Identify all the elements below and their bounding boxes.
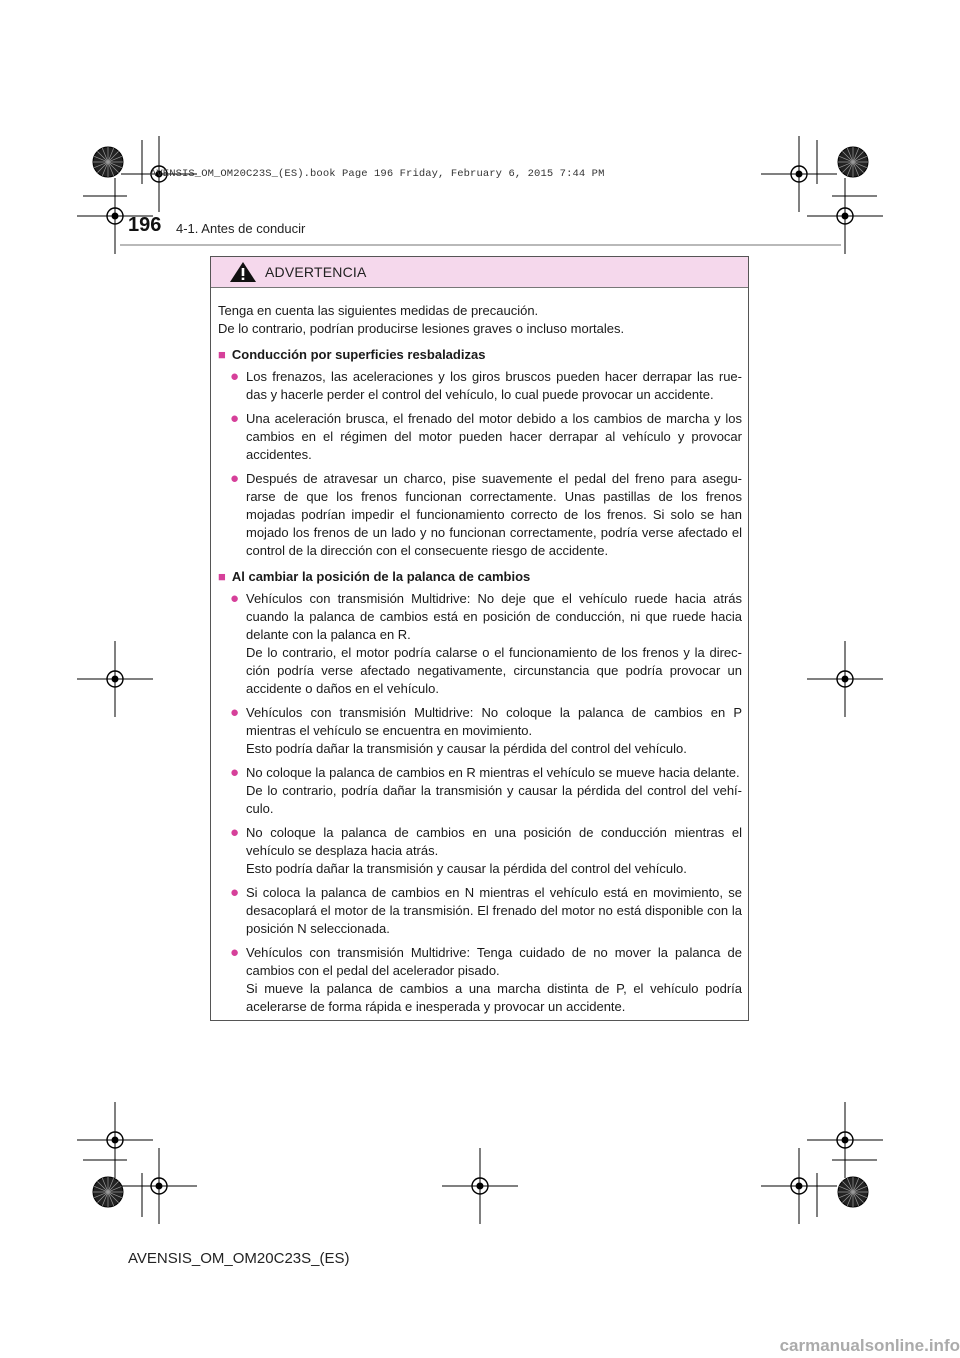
registration-mark bbox=[761, 136, 837, 212]
header-rule bbox=[120, 244, 841, 246]
subsection-heading bbox=[218, 568, 742, 586]
page-number: 196 bbox=[128, 214, 162, 236]
registration-mark bbox=[807, 1102, 883, 1178]
bullet-paragraph: Una aceleración brusca, el frenado del motor debido a los cambios de marcha y los cambios en el régimen del motor pueden hacer derrapar al vehículo y provocar accidentes. bbox=[246, 411, 742, 462]
bullet-paragraph: Esto podría dañar la transmisión y causar la pérdida del control del vehículo. bbox=[246, 741, 687, 756]
section-title: 4-1. Antes de conducir bbox=[176, 221, 306, 236]
bullet-text bbox=[246, 704, 742, 758]
bullet-text bbox=[246, 884, 742, 938]
warning-body bbox=[211, 288, 748, 1016]
bullet-text bbox=[246, 590, 742, 698]
bullet-paragraph: De lo contrario, el motor podría calarse o el funcionamiento de los frenos y la direc-ción podría verse afectado negativamente, circunstancia que podría provocar un accidente o daños en el vehículo. bbox=[246, 645, 742, 696]
warning-box bbox=[210, 256, 749, 1021]
round-bullet-icon: ● bbox=[230, 704, 240, 721]
intro-line: Tenga en cuenta las siguientes medidas de precaución. bbox=[218, 303, 539, 318]
registration-mark bbox=[807, 178, 883, 254]
bullet-item bbox=[230, 470, 742, 560]
footer-code: AVENSIS_OM_OM20C23S_(ES) bbox=[128, 1250, 350, 1267]
bullet-paragraph: De lo contrario, podría dañar la transmisión y causar la pérdida del control del vehí-culo. bbox=[246, 783, 742, 816]
round-bullet-icon: ● bbox=[230, 764, 240, 781]
round-bullet-icon: ● bbox=[230, 590, 240, 607]
bullet-item bbox=[230, 368, 742, 404]
color-target-bottom-right bbox=[838, 1177, 868, 1207]
bullet-item bbox=[230, 410, 742, 464]
round-bullet-icon: ● bbox=[230, 824, 240, 841]
color-target-bottom-left bbox=[93, 1177, 123, 1207]
color-target-top-right bbox=[838, 147, 868, 177]
bullet-paragraph: Vehículos con transmisión Multidrive: No deje que el vehículo ruede hacia atrás cuando la palanca de cambios está en posición de conducción, ni que ruede hacia delante con la palanca en R. bbox=[246, 591, 742, 642]
bullet-item bbox=[230, 944, 742, 1016]
bullet-text bbox=[246, 824, 742, 878]
square-bullet-icon: ■ bbox=[218, 347, 226, 362]
warning-title: ADVERTENCIA bbox=[265, 264, 367, 280]
registration-mark bbox=[121, 1148, 197, 1224]
subsection-heading-text: Al cambiar la posición de la palanca de cambios bbox=[231, 569, 531, 584]
bullet-paragraph: No coloque la palanca de cambios en R mientras el vehículo se mueve hacia delante. bbox=[246, 765, 740, 780]
bullet-text bbox=[246, 944, 742, 1016]
bullet-paragraph: Esto podría dañar la transmisión y causar la pérdida del control del vehículo. bbox=[246, 861, 687, 876]
registration-mark bbox=[442, 1148, 518, 1224]
bullet-text bbox=[246, 368, 742, 404]
round-bullet-icon: ● bbox=[230, 410, 240, 427]
round-bullet-icon: ● bbox=[230, 368, 240, 385]
square-bullet-icon: ■ bbox=[218, 569, 226, 584]
round-bullet-icon: ● bbox=[230, 884, 240, 901]
bullet-paragraph: Vehículos con transmisión Multidrive: Tenga cuidado de no mover la palanca de cambios con el pedal del acelerador pisado. bbox=[246, 945, 742, 978]
color-target-top-left bbox=[93, 147, 123, 177]
bullet-paragraph: No coloque la palanca de cambios en una posición de conducción mientras el vehículo se desplaza hacia atrás. bbox=[246, 825, 742, 858]
bullet-text bbox=[246, 470, 742, 560]
bullet-paragraph: Después de atravesar un charco, pise suavemente el pedal del freno para asegu-rarse de que los frenos funcionan correctamente. Unas pastillas de los frenos mojadas podrían impedir el funcionamiento correcto de los frenos. Si solo se han mojado los frenos de un lado y no funcionan correctamente, podría verse afectado el control de la dirección con el consecuente riesgo de accidente. bbox=[246, 471, 742, 558]
bullet-paragraph: Vehículos con transmisión Multidrive: No coloque la palanca de cambios en P mientras el vehículo se encuentra en movimiento. bbox=[246, 705, 742, 738]
registration-mark bbox=[77, 641, 153, 717]
intro-line: De lo contrario, podrían producirse lesiones graves o incluso mortales. bbox=[218, 321, 625, 336]
subsection-heading-text: Conducción por superficies resbaladizas bbox=[231, 347, 486, 362]
round-bullet-icon: ● bbox=[230, 944, 240, 961]
bullet-item bbox=[230, 884, 742, 938]
bullet-paragraph: Los frenazos, las aceleraciones y los giros bruscos pueden hacer derrapar las rue-das y hacerle perder el control del vehículo, lo cual puede provocar un accidente. bbox=[246, 369, 742, 402]
book-info: AVENSIS_OM_OM20C23S_(ES).book Page 196 Friday, February 6, 2015 7:44 PM bbox=[150, 168, 605, 180]
bullet-paragraph: Si mueve la palanca de cambios a una marcha distinta de P, el vehículo podría acelerarse de forma rápida e inesperada y provocar un accidente. bbox=[246, 981, 742, 1014]
round-bullet-icon: ● bbox=[230, 470, 240, 487]
subsection-heading bbox=[218, 346, 742, 364]
warning-header bbox=[211, 257, 748, 288]
bullet-item bbox=[230, 764, 742, 818]
bullet-item bbox=[230, 704, 742, 758]
bullet-item bbox=[230, 590, 742, 698]
bullet-text bbox=[246, 410, 742, 464]
bullet-paragraph: Si coloca la palanca de cambios en N mientras el vehículo está en movimiento, se desacoplará el motor de la transmisión. El frenado del motor no está disponible con la posición N seleccionada. bbox=[246, 885, 742, 936]
registration-mark bbox=[761, 1148, 837, 1224]
registration-mark bbox=[807, 641, 883, 717]
registration-mark bbox=[77, 1102, 153, 1178]
warning-triangle-icon bbox=[229, 261, 257, 283]
bullet-item bbox=[230, 824, 742, 878]
bullet-text bbox=[246, 764, 742, 818]
watermark: carmanualsonline.info bbox=[779, 1336, 960, 1355]
